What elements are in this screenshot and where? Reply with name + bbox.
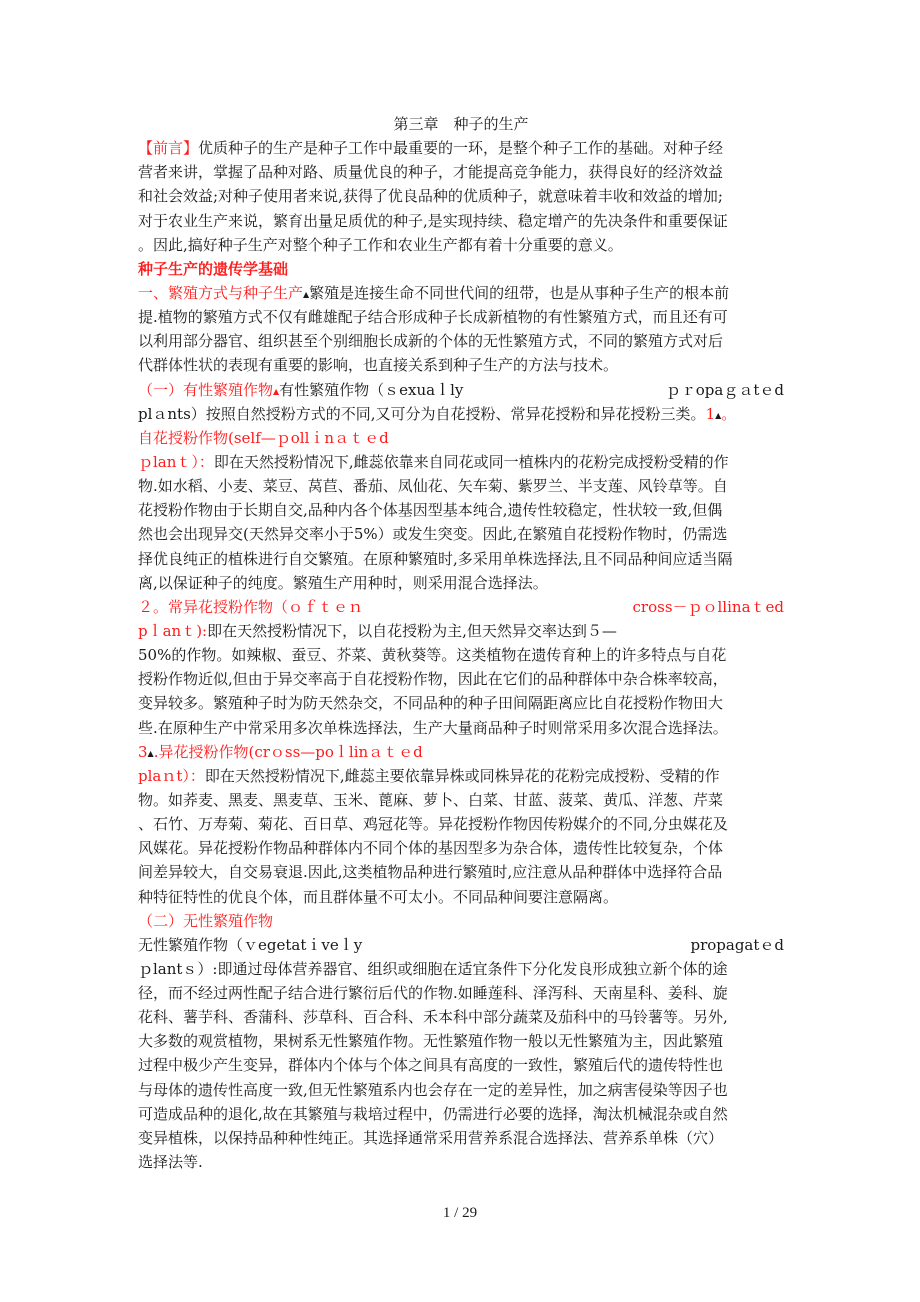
line-part [138,888,618,906]
text-line [138,885,784,909]
triangle-mark-icon: ▲ [715,410,722,420]
line-part [138,260,288,278]
body-text: ｐlantｓ）:即通过母体营养器官、组织或细胞在适宜条件下分化发良形成独立新个体的途 [138,959,728,978]
body-text: 些.在原种生产中常采用多次单株选择法，生产大量商品种子时则常采用多次混合选择法。 [138,718,728,737]
text-line [138,643,784,667]
line-part [138,595,363,619]
text-line [138,957,784,981]
body-text: 代群体性状的表现有重要的影响，也直接关系到种子生产的方法与技术。 [138,356,619,375]
line-part [138,501,722,519]
body-text: 变异植株，以保持品种种性纯正。其选择通常采用营养系混合选择法、营养系单株（穴） [138,1128,724,1147]
text-line [138,474,784,498]
body-text: 。因此,搞好种子生产对整个种子工作和农业生产都有着十分重要的意义。 [138,235,623,254]
document-body [138,112,784,1174]
heading-text: .异花授粉作物(crｏss—poｌlinａｔｅd [153,742,423,761]
line-part [138,1008,728,1026]
body-text: 种特征特性的优良个体，而且群体量不可太小。不同品种间要注意隔离。 [138,887,619,906]
text-line [138,740,784,764]
text-line [138,1078,784,1102]
text-line [138,498,784,522]
text-line [138,305,784,329]
triangle-mark-icon: ▲ [273,386,280,396]
text-line [138,209,784,233]
body-text: 优质种子的生产是种子工作中最重要的一环，是整个种子工作的基础。对种子经 [198,139,724,158]
body-text: 可造成品种的退化,故在其繁殖与栽培过程中，仍需进行必要的选择，淘汰机械混杂或自然 [138,1104,728,1123]
line-part [138,356,618,374]
line-part [138,743,423,761]
text-line [138,691,784,715]
heading-text: 1 [705,404,716,423]
heading-text: （二）无性繁殖作物 [138,911,274,930]
line-part [138,236,623,254]
body-text: 花授粉作物由于长期自交,品种内各个体基因型基本纯合,遗传性较稳定，性状较一致,但偶 [138,501,723,520]
body-text: 提.植物的繁殖方式不仅有雌雄配子结合形成种子长成新植物的有性繁殖方式，而且还有可 [138,308,728,327]
line-part [138,332,723,350]
text-line [138,136,784,160]
line-part [138,378,463,402]
line-part [138,284,729,302]
body-text: 大多数的观赏植物，果树系无性繁殖作物。无性繁殖作物一般以无性繁殖为主，因此繁殖 [138,1032,724,1051]
line-part [138,550,733,568]
chapter-title [138,112,784,136]
text-line [138,184,784,208]
line-part [138,477,728,495]
heading-text: 。 [721,404,737,423]
heading-text: （一）有性繁殖作物 [138,380,274,399]
body-text: 径，而不经过两性配子结合进行繁衍后代的作物.如睡莲科、泽泻科、天南星科、姜科、旋 [138,984,728,1003]
text-line [138,812,784,836]
line-part [666,378,784,402]
heading-text: 【前言】 [138,139,199,158]
text-line [138,281,784,305]
body-text: 离,以保证种子的纯度。繁殖生产用种时，则采用混合选择法。 [138,573,548,592]
line-part [138,574,548,592]
body-text: 物.如水稻、小麦、菜豆、莴苣、番茄、凤仙花、矢车菊、紫罗兰、半支莲、风铃草等。自 [138,477,728,496]
body-text: 花科、薯芋科、香蒲科、莎草科、百合科、禾本科中部分蔬菜及茄科中的马铃薯等。另外, [138,1008,728,1027]
text-line [138,860,784,884]
line-part [138,839,723,857]
text-line [138,836,784,860]
text-line [138,402,784,426]
body-text: 间差异较大，自交易衰退.因此,这类植物品种进行繁殖时,应注意从品种群体中选择符合品 [138,863,723,882]
line-part [138,646,726,664]
line-part [633,595,784,619]
line-part [138,1081,728,1099]
text-line [138,160,784,184]
body-text: 和社会效益;对种子使用者来说,获得了优良品种的优质种子，就意味着丰收和效益的增加; [138,187,723,206]
text-line [138,233,784,257]
page-number: 1 / 29 [442,1205,478,1221]
line-part [138,405,736,423]
body-text: 即在天然授粉情况下，以自花授粉为主,但天然异交率达到５— [207,621,617,640]
body-text: 无性繁殖作物（ｖegetatｉveｌy [138,935,363,954]
heading-text: 3 [138,742,148,761]
line-part [138,815,728,833]
body-text: ｐｒopaｇａtｅd [665,380,784,399]
text-line [138,1126,784,1150]
text-line [138,764,784,788]
line-part [138,163,723,181]
body-text: 过程中极少产生变异，群体内个体与个体之间具有高度的一致性，繁殖后代的遗传特性也 [138,1056,724,1075]
line-part [138,960,728,978]
line-part [138,933,362,957]
line-part [138,1056,723,1074]
line-part [138,719,728,737]
text-line [138,667,784,691]
body-text: 对于农业生产来说，繁育出量足质优的种子,是实现持续、稳定增产的先决条件和重要保证 [138,211,728,230]
triangle-mark-icon: ▲ [303,289,310,299]
heading-text: 种子生产的遗传学基础 [138,259,289,278]
line-part [138,863,722,881]
text-line [138,1029,784,1053]
body-text: 第三章 种子的生产 [393,115,529,133]
text-line [138,716,784,740]
body-text: 然也会出现异交(天然异交率小于5%）或发生突变。因此,在繁殖自花授粉作物时，仍需选 [138,525,728,544]
line-part [138,1032,723,1050]
line-part [138,912,273,930]
body-text: 50%的作物。如辣椒、蚕豆、芥菜、黄秋葵等。这类植物在遗传育种上的许多特点与自花 [138,646,727,665]
text-line [138,1150,784,1174]
text-line [138,1005,784,1029]
body-text: 风媒花。异花授粉作物品种群体内不同个体的基因型多为杂合体，遗传性比较复杂，个体 [138,839,724,858]
body-text: 、石竹、万寿菊、菊花、百日草、鸡冠花等。异花授粉作物因传粉媒介的不同,分虫媒花及 [138,815,728,834]
text-line [138,522,784,546]
heading-text: ２。常异花授粉作物（ｏｆｔｅｎ [138,597,364,616]
body-text: 选择法等. [138,1153,203,1172]
line-part [138,212,728,230]
body-text: 繁殖是连接生命不同世代间的纽带，也是从事种子生产的根本前 [309,283,730,302]
line-part [138,429,389,447]
text-line [138,450,784,474]
text-line [138,329,784,353]
line-part [690,933,784,957]
text-line [138,426,784,450]
line-part [138,1153,203,1171]
text-line [138,1102,784,1126]
body-text: 以利用部分器官、组织甚至个别细胞长成新的个体的无性繁殖方式，不同的繁殖方式对后 [138,332,724,351]
heading-text: cross－ｐｏllinaｔed [632,597,784,616]
text-line [138,909,784,933]
line-part [138,791,723,809]
text-line [138,595,784,619]
body-text: 变异较多。繁殖种子时为防天然杂交，不同品种的种子田间隔距离应比自花授粉作物田大 [138,694,724,713]
line-part [393,115,528,133]
text-line [138,1053,784,1077]
body-text: 物。如荞麦、黑麦、黑麦草、玉米、蓖麻、萝卜、白菜、甘蓝、菠菜、黄瓜、洋葱、芹菜 [138,790,724,809]
heading-text: pｌanｔ): [138,621,208,640]
body-text: 授粉作物近似,但由于异交率高于自花授粉作物，因此在它们的品种群体中杂合株率较高， [138,670,728,689]
heading-text: 自花授粉作物(self—ｐollｉnａｔｅd [138,428,389,447]
body-text: 营者来讲，掌握了品种对路、质量优良的种子，才能提高竞争能力，获得良好的经济效益 [138,163,724,182]
heading-text: plaｎt）： [138,766,205,785]
text-line [138,571,784,595]
line-part [138,1105,728,1123]
text-line [138,353,784,377]
line-part [138,670,728,688]
body-text: 与母体的遗传性高度一致,但无性繁殖系内也会存在一定的差异性，加之病害侵染等因子也 [138,1080,728,1099]
body-text: plａnts）按照自然授粉方式的不同,又可分为自花授粉、常异花授粉和异花授粉三类。 [138,404,706,423]
body-text: propagatｅd [690,935,784,954]
heading-text: 一、繁殖方式与种子生产 [138,283,304,302]
text-line [138,378,784,402]
text-line [138,257,784,281]
body-text: 即在天然授粉情况下,雌蕊主要依靠异株或同株异花的花粉完成授粉、受精的作 [204,766,720,785]
line-part [138,622,617,640]
triangle-mark-icon: ▲ [147,748,154,758]
body-text: 择优良纯正的植株进行自交繁殖。在原种繁殖时,多采用单株选择法,且不同品种间应适当隔 [138,549,733,568]
body-text: 有性繁殖作物（ｓexuaｌly [279,380,464,399]
text-line [138,788,784,812]
line-part [138,525,727,543]
text-line [138,619,784,643]
text-line [138,933,784,957]
line-part [138,1129,723,1147]
line-part [138,187,723,205]
line-part [138,767,720,785]
line-part [138,984,728,1002]
line-part [138,308,728,326]
text-line [138,981,784,1005]
body-text: 即在天然授粉情况下,雌蕊依靠来自同花或同一植株内的花粉完成授粉受精的作 [213,452,729,471]
line-part [138,453,729,471]
heading-text: ｐlanｔ）： [138,452,214,471]
text-line [138,547,784,571]
line-part [138,694,723,712]
line-part [138,139,723,157]
